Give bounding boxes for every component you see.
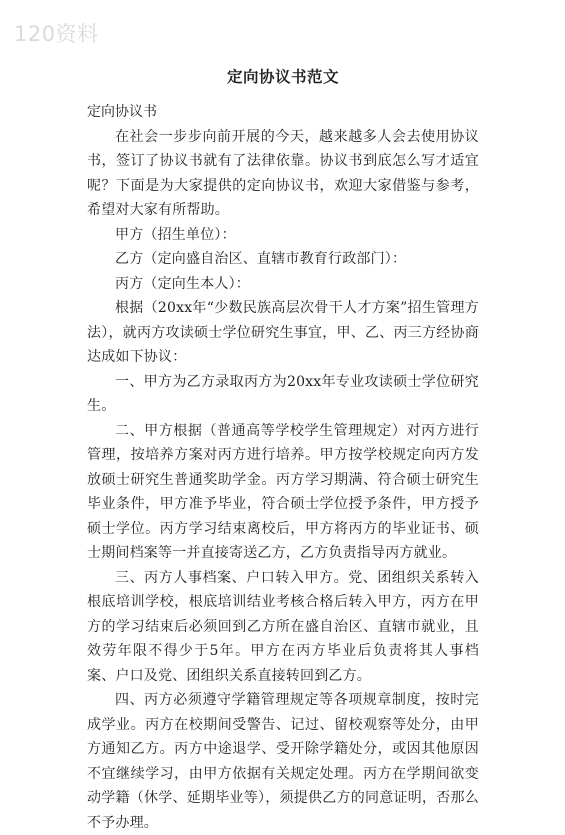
paragraph-intro: 在社会一步步向前开展的今天，越来越多人会去使用协议书，签订了协议书就有了法律依靠。协议书到底怎么写才适宜呢？下面是为大家提供的定向协议书，欢迎大家借鉴与参考，希望对大家有所帮助。 — [87, 128, 479, 218]
document-subtitle: 定向协议书 — [87, 104, 157, 120]
paragraph-clause-1: 一、甲方为乙方录取丙方为20xx年专业攻读硕士学位研究生。 — [87, 373, 479, 414]
document-page — [87, 66, 479, 835]
paragraph-party-c: 丙方（定向生本人）： — [115, 275, 250, 292]
paragraph-clause-4: 四、丙方必须遵守学籍管理规定等各项规章制度，按时完成学业。丙方在校期间受警告、记过、留校观察等处分，由甲方通知乙方。丙方中途退学、受开除学籍处分，或因其他原因不宜继续学习，由甲方依据有关规定处理。丙方在学期间欲变动学籍（休学、延期毕业等），须提供乙方的同意证明，否那么不予办理。 — [87, 692, 479, 831]
watermark-logo: 120资料 — [14, 22, 99, 46]
paragraph-clause-2: 二、甲方根据（普通高等学校学生管理规定）对丙方进行管理，按培养方案对丙方进行培养。甲方按学校规定向丙方发放硕士研究生普通奖助学金。丙方学习期满、符合硕士研究生毕业条件，甲方准予毕业，符合硕士学位授予条件，甲方授予硕士学位。丙方学习结束离校后，甲方将丙方的毕业证书、硕士期间档案等一并直接寄送乙方，乙方负责指导丙方就业。 — [87, 422, 479, 561]
paragraph-party-a: 甲方（招生单位）： — [115, 226, 236, 243]
paragraph-clause-3: 三、丙方人事档案、户口转入甲方。党、团组织关系转入根底培训学校，根底培训结业考核合格后转入甲方，丙方在甲方的学习结束后必须回到乙方所在盛自治区、直辖市就业，且效劳年限不得少于5年。甲方在丙方毕业后负责将其人事档案、户口及党、团组织关系直接转回到乙方。 — [87, 569, 479, 684]
paragraph-basis: 根据（20xx年“少数民族高层次骨干人才方案”招生管理方法），就丙方攻读硕士学位研究生事宜，甲、乙、丙三方经协商达成如下协议： — [87, 300, 479, 365]
document-title: 定向协议书范文 — [226, 67, 339, 86]
paragraph-party-b: 乙方（定向盛自治区、直辖市教育行政部门）： — [115, 251, 407, 267]
